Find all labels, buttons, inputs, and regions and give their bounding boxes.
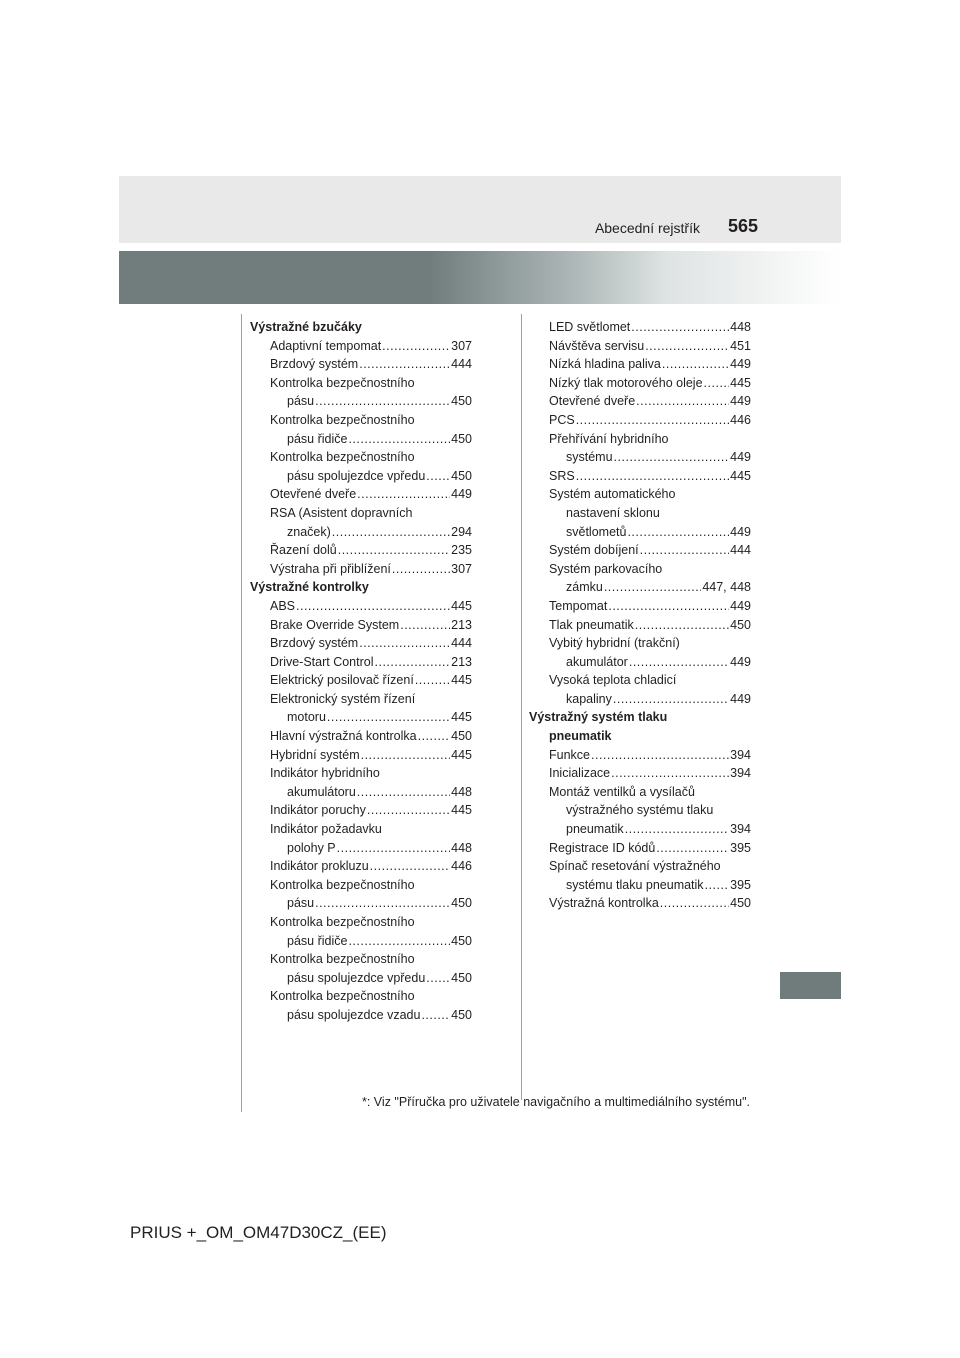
index-page-ref: 444 [451,636,472,651]
dot-leader [576,411,729,430]
dot-leader [613,690,729,709]
index-entry-text: Tempomat [549,598,608,613]
index-entry [250,448,472,467]
index-page-ref: 213 [451,617,472,632]
index-entry-text: pásu řidiče [287,431,348,446]
index-entry [529,411,751,430]
footnote: *: Viz "Příručka pro uživatele navigačního a multimediálního systému". [362,1095,750,1109]
index-entry-text: systému [566,450,613,465]
index-entry [250,708,472,727]
dot-leader [338,541,450,560]
index-page-ref: 394 [730,766,751,781]
index-entry [250,727,472,746]
dot-leader [631,318,729,337]
dot-leader [357,485,450,504]
chapter-side-tab [780,972,841,999]
index-entry-text: Výstražné kontrolky [250,580,369,595]
index-entry [250,560,472,579]
index-entry-text: ABS [270,598,296,613]
index-page-ref: 394 [730,747,751,762]
index-entry [250,653,472,672]
index-entry [250,913,472,932]
index-entry-text: Adaptivní tempomat [270,338,382,353]
index-entry [250,876,472,895]
column-rule-left [241,314,242,1112]
dot-leader [348,932,450,951]
index-entry-text: LED světlomet [549,320,631,334]
index-entry-text: Řazení dolů [270,543,337,558]
index-heading [529,727,751,746]
index-entry-text: Hybridní systém [270,747,360,762]
index-entry-text: Systém automatického [549,487,676,502]
dot-leader [332,523,450,542]
index-entry [250,337,472,356]
index-page-ref: 450 [451,1007,472,1022]
dot-leader [660,894,729,913]
index-page-ref: 449 [730,450,751,465]
dot-leader [635,616,729,635]
index-page-ref: 448 [451,840,472,855]
index-entry [529,671,751,690]
index-entry [250,1006,472,1025]
index-page-ref: 448 [451,784,472,799]
index-entry-text: Indikátor požadavku [270,822,382,837]
index-entry-text: Kontrolka bezpečnostního [270,375,415,390]
index-page-ref: 445 [451,598,472,613]
index-entry [529,430,751,449]
index-entry [250,671,472,690]
index-heading [529,708,751,727]
index-page-ref: 444 [730,543,751,558]
index-entry [250,764,472,783]
dot-leader [611,764,729,783]
index-entry [529,485,751,504]
index-entry-text: pneumatik [566,822,624,837]
dot-leader [645,337,729,356]
dot-leader [656,839,729,858]
index-heading [250,578,472,597]
index-entry [529,783,751,802]
index-entry [250,411,472,430]
index-entry [529,746,751,765]
index-entry-text: Indikátor prokluzu [270,859,369,874]
index-entry [250,839,472,858]
index-entry-text: Nízký tlak motorového oleje [549,375,703,390]
index-entry [529,801,751,820]
dot-leader [315,392,450,411]
index-page-ref: 444 [451,357,472,372]
index-page-ref: 395 [730,840,751,855]
index-entry [250,857,472,876]
dot-leader [337,839,450,858]
dot-leader [640,541,730,560]
index-page-ref: 447, 448 [702,580,751,595]
dot-leader [662,355,729,374]
index-entry-text: Otevřené dveře [270,487,357,502]
dot-leader [625,820,729,839]
dot-leader [704,374,730,393]
index-entry [529,690,751,709]
dot-leader [705,876,730,895]
dot-leader [426,969,450,988]
dot-leader [382,337,450,356]
index-entry [529,560,751,579]
dot-leader [426,467,450,486]
index-page-ref: 450 [451,970,472,985]
dot-leader [608,597,729,616]
index-entry [529,578,751,597]
index-entry-text: SRS [549,468,575,483]
dot-leader [367,801,450,820]
index-entry-text: pásu spolujezdce vzadu [287,1007,421,1022]
index-entry-text: Systém dobíjení [549,543,639,558]
index-page-ref: 445 [451,747,472,762]
index-page-ref: 449 [730,598,751,613]
index-entry [529,653,751,672]
index-entry [529,504,751,523]
index-entry-text: Otevřené dveře [549,394,636,409]
index-entry-text: Brake Override System [270,617,400,632]
index-entry-text: Tlak pneumatik [549,617,634,632]
dot-leader [370,857,450,876]
index-entry [250,523,472,542]
index-entry-text: Elektronický systém řízení [270,691,416,706]
dot-leader [421,1006,450,1025]
index-page-ref: 450 [451,431,472,446]
dot-leader [392,560,450,579]
dot-leader [296,597,450,616]
index-entry-text: zámku [566,580,603,595]
index-page-ref: 450 [730,896,751,911]
index-entry-text: Výstražný systém tlaku [529,710,668,725]
dot-leader [315,894,450,913]
index-entry-text: Brzdový systém [270,636,359,651]
index-page-ref: 449 [451,487,472,502]
index-entry-text: Indikátor hybridního [270,766,380,781]
index-column-2 [529,318,751,913]
index-entry [250,820,472,839]
dot-leader [591,746,729,765]
dot-leader [418,727,451,746]
index-entry [250,634,472,653]
dot-leader [415,671,450,690]
index-entry [250,894,472,913]
index-entry-text: Indikátor poruchy [270,803,366,818]
index-entry-text: Kontrolka bezpečnostního [270,877,415,892]
dot-leader [357,783,450,802]
index-page-ref: 450 [451,468,472,483]
index-page-ref: 450 [451,933,472,948]
index-page-ref: 307 [451,561,472,576]
dot-leader [359,634,450,653]
index-entry-text: světlometů [566,524,627,539]
dot-leader [400,616,450,635]
index-page-ref: 445 [730,468,751,483]
index-entry-text: akumulátoru [287,784,356,799]
index-entry-text: pásu řidiče [287,933,348,948]
index-page-ref: 449 [730,654,751,669]
index-entry [529,634,751,653]
index-entry-text: Přehřívání hybridního [549,431,669,446]
dot-leader [375,653,451,672]
index-page-ref: 449 [730,357,751,372]
index-column-1 [250,318,472,1025]
index-entry-text: Návštěva servisu [549,338,645,353]
index-page-ref: 294 [451,524,472,539]
index-entry [529,337,751,356]
index-entry [250,987,472,1006]
index-entry-text: Vybitý hybridní (trakční) [549,636,680,651]
index-entry-text: kapaliny [566,691,612,706]
index-entry [250,969,472,988]
index-entry-text: pásu spolujezdce vpředu [287,468,426,483]
index-entry [529,392,751,411]
index-entry [250,355,472,374]
dot-leader [348,430,450,449]
index-entry-text: pásu spolujezdce vpředu [287,970,426,985]
index-entry-text: Kontrolka bezpečnostního [270,952,415,967]
index-entry [250,430,472,449]
index-entry [250,801,472,820]
dot-leader [576,467,729,486]
index-entry-text: PCS [549,412,575,427]
index-entry-text: Funkce [549,747,590,762]
index-entry-text: pásu [287,896,315,911]
index-entry [529,374,751,393]
index-page-ref: 450 [451,394,472,409]
index-page-ref: 445 [730,375,751,390]
index-entry-text: akumulátor [566,654,628,669]
dot-leader [627,523,729,542]
index-entry-text: Nízká hladina paliva [549,357,661,372]
index-entry [250,783,472,802]
index-entry-text: polohy P [287,840,336,855]
index-entry-text: pásu [287,394,315,409]
index-entry [250,485,472,504]
index-entry [250,541,472,560]
index-entry-text: Brzdový systém [270,357,359,372]
index-entry [529,318,751,337]
header-gradient-bar [119,251,841,304]
index-entry [529,876,751,895]
index-entry-text: Hlavní výstražná kontrolka [270,729,417,744]
index-entry [250,950,472,969]
index-entry [529,616,751,635]
index-entry [529,355,751,374]
index-entry [529,764,751,783]
index-entry-text: systému tlaku pneumatik [566,877,704,892]
index-entry [250,467,472,486]
index-page-ref: 445 [451,710,472,725]
index-heading [250,318,472,337]
index-page-ref: 449 [730,524,751,539]
index-entry [529,597,751,616]
dot-leader [327,708,450,727]
index-entry [250,690,472,709]
index-entry-text: Montáž ventilků a vysílačů [549,784,695,799]
index-entry-text: Výstražné bzučáky [250,320,362,334]
section-title: Abecední rejstřík [594,220,700,236]
index-entry-text: Výstraha při přiblížení [270,561,391,576]
index-entry-text: Spínač resetování výstražného [549,859,721,874]
index-entry-text: motoru [287,710,326,725]
index-entry-text: pneumatik [549,729,612,744]
index-entry [529,839,751,858]
index-page-ref: 448 [730,320,751,334]
index-entry-text: Inicializace [549,766,611,781]
index-entry-text: Drive-Start Control [270,654,374,669]
index-page-ref: 445 [451,673,472,688]
dot-leader [636,392,729,411]
index-page-ref: 213 [451,654,472,669]
index-entry [529,523,751,542]
index-entry-text: RSA (Asistent dopravních [270,505,413,520]
index-entry-text: Registrace ID kódů [549,840,656,855]
dot-leader [359,355,450,374]
index-page-ref: 450 [730,617,751,632]
index-entry [250,504,472,523]
index-entry-text: nastavení sklonu [566,505,660,520]
index-entry [529,541,751,560]
index-entry [529,820,751,839]
index-page-ref: 395 [730,877,751,892]
index-entry [250,746,472,765]
index-page-ref: 451 [730,338,751,353]
index-entry-text: Kontrolka bezpečnostního [270,915,415,929]
column-rule-middle [521,314,522,1100]
index-page-ref: 449 [730,394,751,409]
index-entry [250,616,472,635]
index-entry-text: značek) [287,524,331,539]
page-number: 565 [727,216,759,236]
index-page-ref: 235 [451,543,472,558]
index-entry [529,448,751,467]
index-entry [529,467,751,486]
index-entry-text: Výstražná kontrolka [549,896,659,911]
index-page-ref: 446 [730,412,751,427]
index-page-ref: 450 [451,896,472,911]
index-page-ref: 446 [451,859,472,874]
index-entry-text: Kontrolka bezpečnostního [270,412,415,427]
index-entry-text: Kontrolka bezpečnostního [270,450,415,465]
document-id: PRIUS +_OM_OM47D30CZ_(EE) [130,1223,387,1242]
index-entry [250,597,472,616]
dot-leader [614,448,730,467]
index-entry-text: Kontrolka bezpečnostního [270,989,415,1004]
dot-leader [361,746,451,765]
index-page-ref: 449 [730,691,751,706]
index-entry-text: Systém parkovacího [549,561,663,576]
index-entry [250,392,472,411]
dot-leader [604,578,702,597]
index-page-ref: 394 [730,822,751,837]
index-entry [250,374,472,393]
index-page-ref: 445 [451,803,472,818]
index-page-ref: 450 [451,729,472,744]
index-entry-text: Vysoká teplota chladicí [549,673,677,688]
dot-leader [629,653,729,672]
index-entry-text: Elektrický posilovač řízení [270,673,414,688]
index-page-ref: 307 [451,338,472,353]
index-entry [250,932,472,951]
index-entry-text: výstražného systému tlaku [566,803,714,818]
index-entry [529,857,751,876]
index-entry [529,894,751,913]
